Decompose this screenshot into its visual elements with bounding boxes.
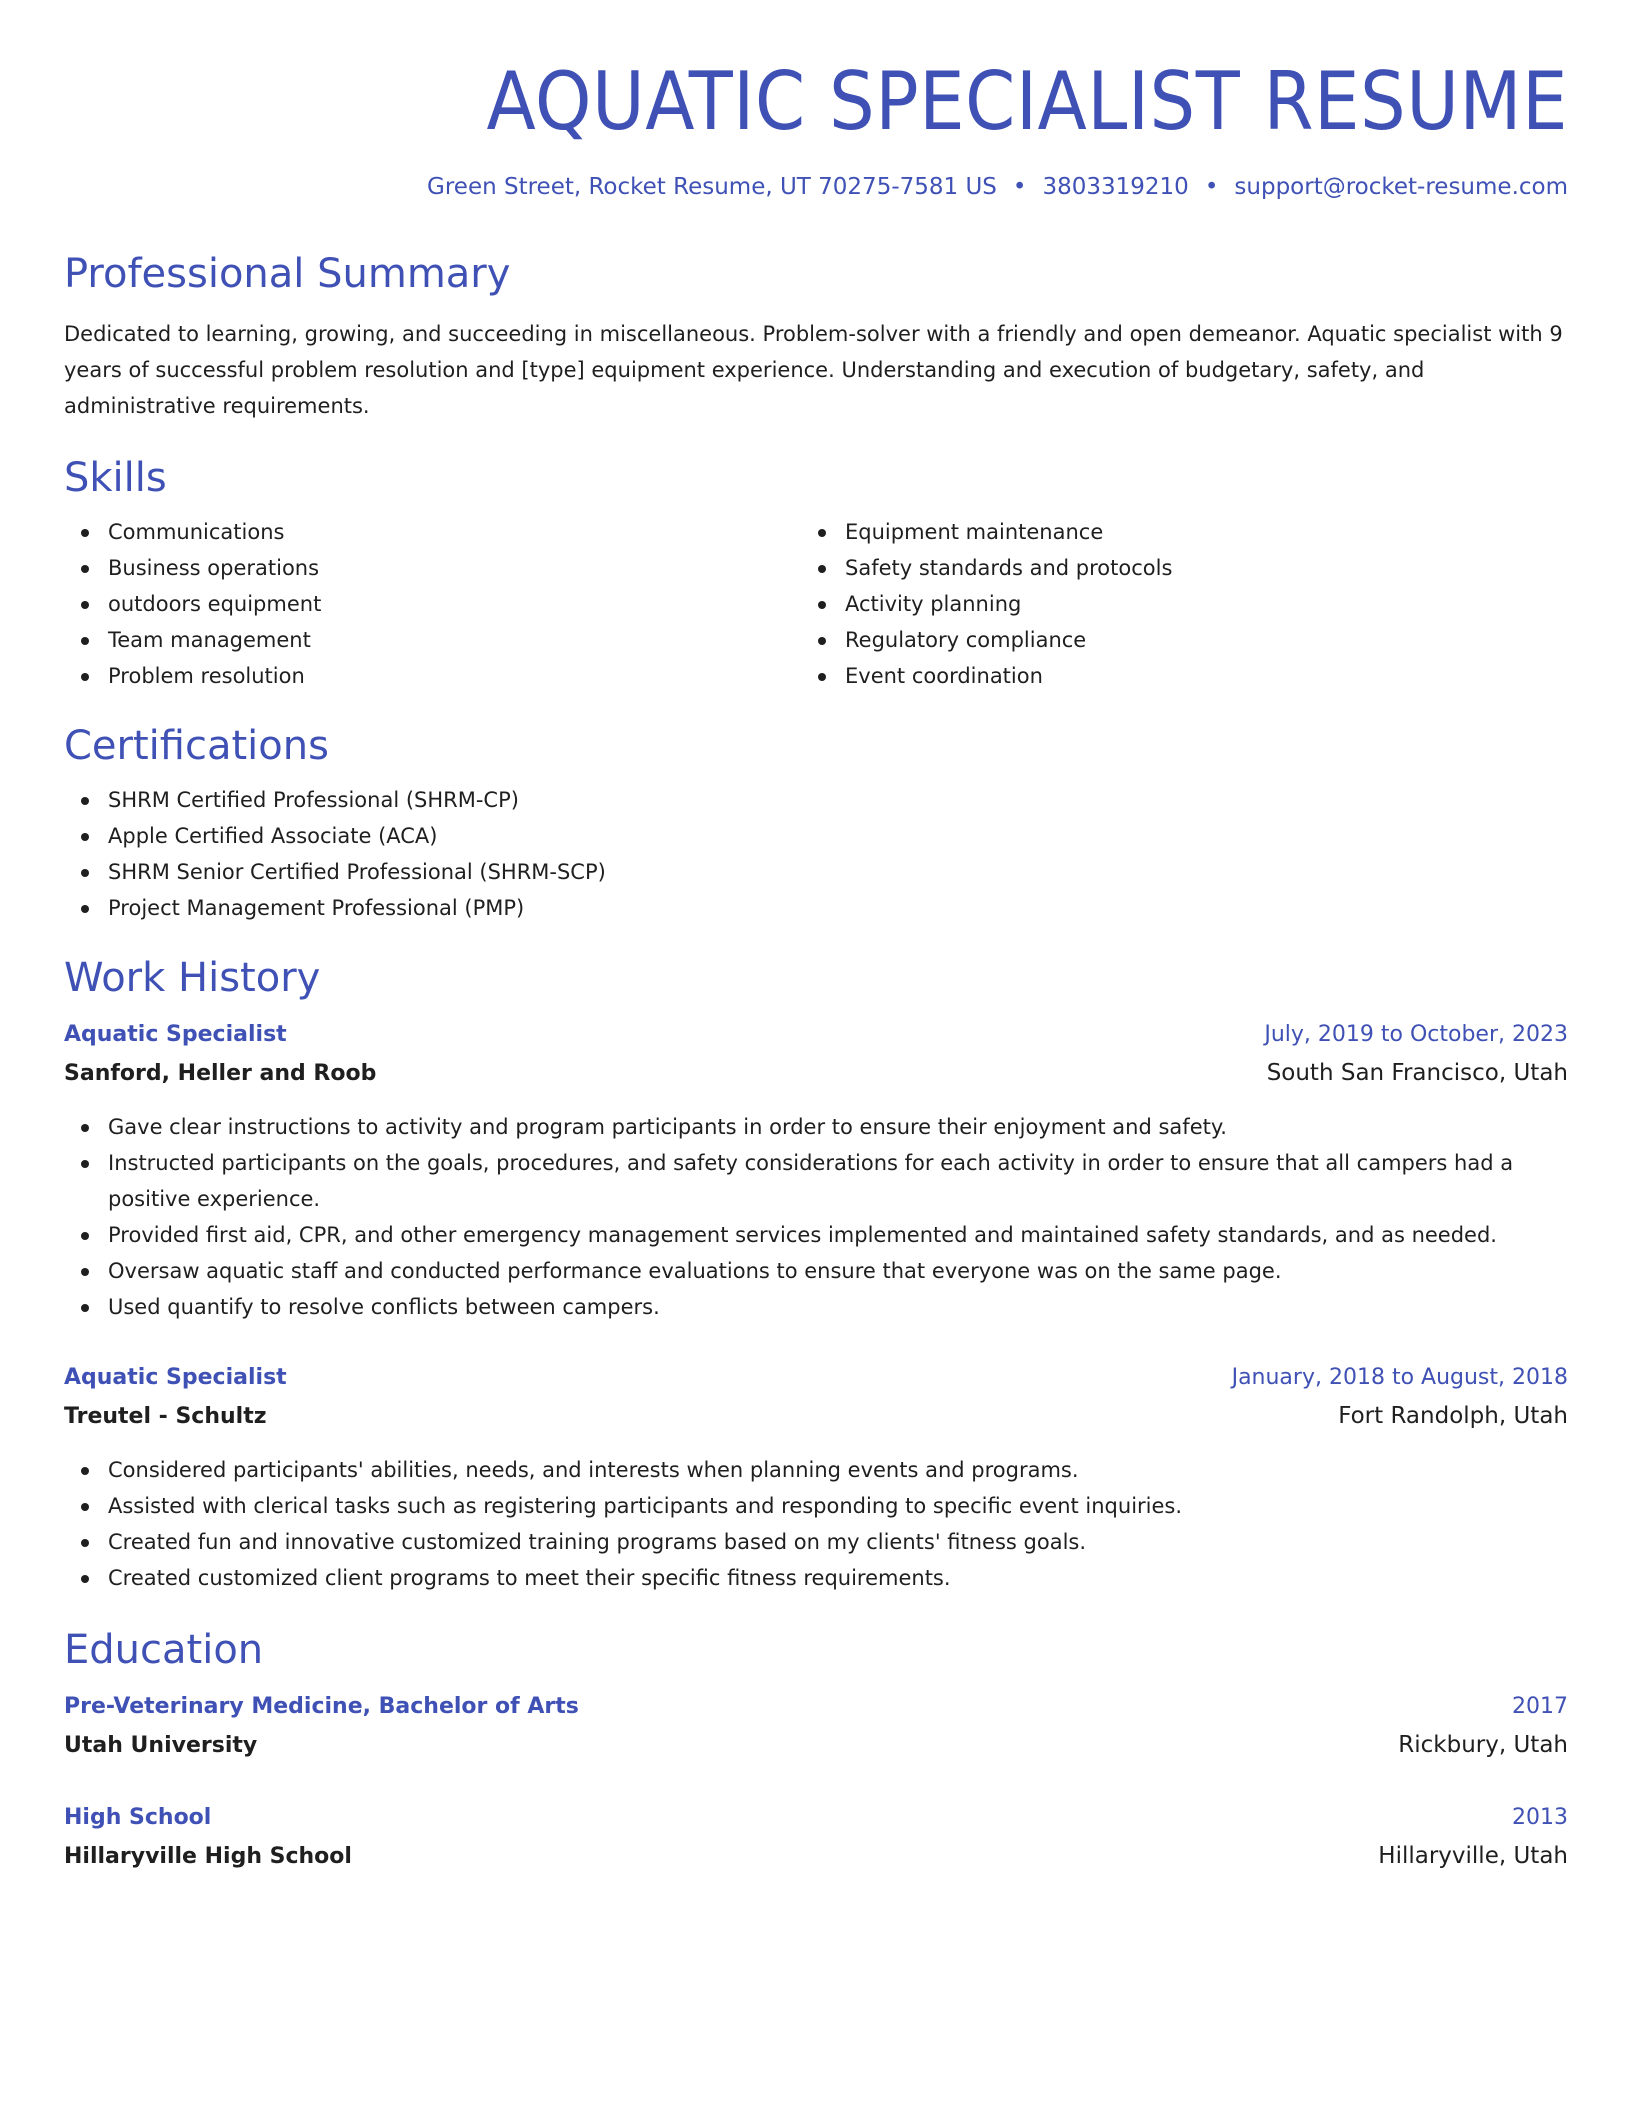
- skills-grid: [64, 514, 1568, 694]
- section-heading: Skills: [64, 455, 167, 501]
- contact-address: Green Street, Rocket Resume, UT 70275-7581 US: [427, 174, 997, 200]
- job-bullet: Gave clear instructions to activity and program participants in order to ensure their enjoyment and safety.: [64, 1109, 1568, 1145]
- job-title: Aquatic Specialist: [64, 1022, 287, 1047]
- job-bullet: Instructed participants on the goals, procedures, and safety considerations for each activity in order to ensure that all campers had a positive experience.: [64, 1145, 1568, 1217]
- education-section: [64, 1626, 1568, 1876]
- job-location: South San Francisco, Utah: [1266, 1060, 1568, 1086]
- skill-item: Team management: [64, 622, 801, 658]
- skill-item: Problem resolution: [64, 658, 801, 694]
- skill-item: Business operations: [64, 550, 801, 586]
- job-location: Fort Randolph, Utah: [1338, 1403, 1568, 1429]
- education-year: 2013: [1512, 1805, 1568, 1830]
- job-bullet: Created fun and innovative customized training programs based on my clients' fitness goals.: [64, 1524, 1568, 1560]
- education-degree: High School: [64, 1805, 212, 1830]
- skill-item: Event coordination: [801, 658, 1568, 694]
- skills-list-left: [64, 514, 801, 694]
- skill-item: Safety standards and protocols: [801, 550, 1568, 586]
- job-bullet: Considered participants' abilities, needs, and interests when planning events and programs.: [64, 1452, 1568, 1488]
- education-school: Hillaryville High School: [64, 1844, 352, 1869]
- certifications-section: [64, 722, 1568, 926]
- resume-header: [64, 54, 1568, 202]
- skill-item: Activity planning: [801, 586, 1568, 622]
- work-history-section: [64, 954, 1568, 1596]
- contact-separator: •: [1012, 174, 1027, 200]
- section-heading: Certifications: [64, 723, 329, 769]
- skill-item: Communications: [64, 514, 801, 550]
- skill-item: Equipment maintenance: [801, 514, 1568, 550]
- skill-item: outdoors equipment: [64, 586, 801, 622]
- job-bullets: [64, 1109, 1568, 1325]
- skill-item: Regulatory compliance: [801, 622, 1568, 658]
- section-heading: Work History: [64, 955, 321, 1001]
- contact-email: support@rocket-resume.com: [1234, 174, 1568, 200]
- job-bullet: Used quantify to resolve conflicts between campers.: [64, 1289, 1568, 1325]
- education-entry: [64, 1799, 1568, 1876]
- resume-title: AQUATIC SPECIALIST RESUME: [486, 55, 1568, 148]
- certifications-list: [64, 782, 1568, 926]
- job-bullet: Assisted with clerical tasks such as registering participants and responding to specific event inquiries.: [64, 1488, 1568, 1524]
- section-heading: Education: [64, 1627, 264, 1673]
- contact-phone: 3803319210: [1042, 174, 1189, 200]
- job-company: Sanford, Heller and Roob: [64, 1061, 377, 1086]
- education-degree: Pre-Veterinary Medicine, Bachelor of Arts: [64, 1694, 579, 1719]
- certification-item: SHRM Certified Professional (SHRM-CP): [64, 782, 1568, 818]
- education-school: Utah University: [64, 1733, 258, 1758]
- professional-summary-section: [64, 250, 1568, 424]
- section-heading: Professional Summary: [64, 251, 511, 297]
- job-entry: [64, 1359, 1568, 1596]
- certification-item: Project Management Professional (PMP): [64, 890, 1568, 926]
- job-dates: January, 2018 to August, 2018: [1231, 1365, 1568, 1390]
- job-company: Treutel - Schultz: [64, 1404, 267, 1429]
- job-entry: [64, 1016, 1568, 1325]
- skills-section: [64, 454, 1568, 694]
- job-bullets: [64, 1452, 1568, 1596]
- contact-line: [64, 172, 1568, 202]
- job-bullet: Created customized client programs to meet their specific fitness requirements.: [64, 1560, 1568, 1596]
- skills-list-right: [801, 514, 1568, 694]
- summary-text: Dedicated to learning, growing, and succeeding in miscellaneous. Problem-solver with a friendly and open demeanor. Aquatic specialist with 9 years of successful problem resolution and [type] equipment experience. Understanding and execution of budgetary, safety, and administrative requirements.: [64, 322, 1563, 418]
- job-title: Aquatic Specialist: [64, 1365, 287, 1390]
- education-entry: [64, 1688, 1568, 1765]
- education-location: Hillaryville, Utah: [1378, 1843, 1568, 1869]
- contact-separator: •: [1204, 174, 1219, 200]
- education-location: Rickbury, Utah: [1398, 1732, 1568, 1758]
- job-dates: July, 2019 to October, 2023: [1264, 1022, 1568, 1047]
- education-year: 2017: [1512, 1694, 1568, 1719]
- certification-item: SHRM Senior Certified Professional (SHRM-SCP): [64, 854, 1568, 890]
- job-bullet: Oversaw aquatic staff and conducted performance evaluations to ensure that everyone was on the same page.: [64, 1253, 1568, 1289]
- certification-item: Apple Certified Associate (ACA): [64, 818, 1568, 854]
- job-bullet: Provided first aid, CPR, and other emergency management services implemented and maintained safety standards, and as needed.: [64, 1217, 1568, 1253]
